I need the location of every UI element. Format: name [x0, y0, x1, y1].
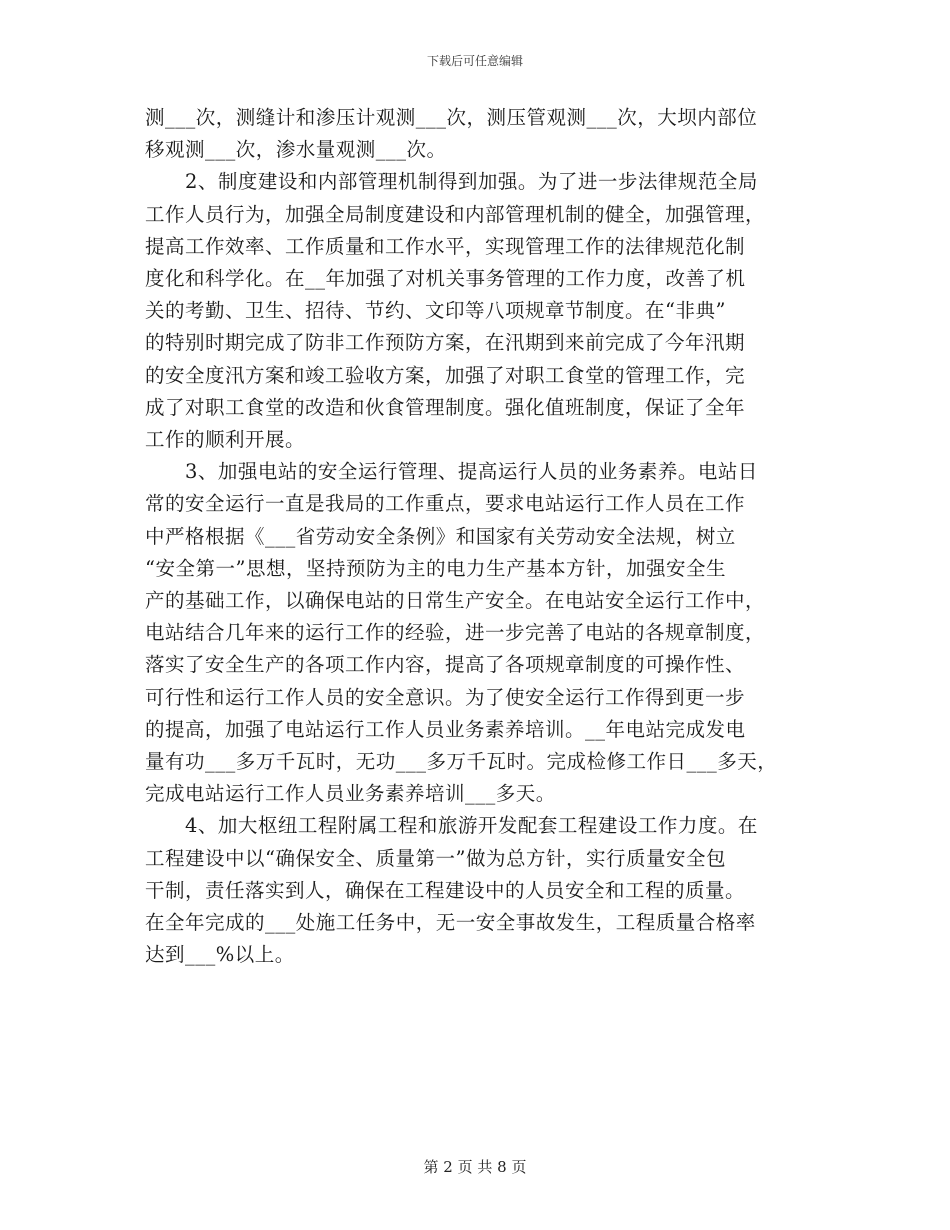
paragraph-line: 产的基础工作，以确保电站的日常生产安全。在电站安全运行工作中，: [145, 589, 766, 613]
paragraph-line: 完成电站运行工作人员业务素养培训___多天。: [145, 782, 556, 806]
paragraph-line: 提高工作效率、工作质量和工作水平，实现管理工作的法律规范化制: [145, 234, 746, 258]
paragraph-line: 常的安全运行一直是我局的工作重点，要求电站运行工作人员在工作: [145, 492, 746, 516]
page-header: 下载后可任意编辑: [426, 54, 523, 68]
paragraph-line: 测___次，测缝计和渗压计观测___次，测压管观测___次，大坝内部位: [145, 106, 758, 129]
paragraph-line: 关的考勤、卫生、招待、节约、文印等八项规章节制度。在“非典”: [145, 299, 726, 323]
paragraph-line: 的特别时期完成了防非工作预防方案，在汛期到来前完成了今年汛期: [145, 331, 746, 355]
paragraph-3: [145, 456, 813, 810]
paragraph-line: 度化和科学化。在__年加强了对机关事务管理的工作力度，改善了机: [145, 267, 746, 291]
paragraph-2: [145, 166, 813, 456]
paragraph-line: 的安全度汛方案和竣工验收方案，加强了对职工食堂的管理工作，完: [145, 363, 746, 387]
page-footer: 第 2 页 共 8 页: [423, 1158, 527, 1176]
paragraph-line: “安全第一”思想，坚持预防为主的电力生产基本方针，加强安全生: [145, 556, 726, 580]
paragraph-line: 电站结合几年来的运行工作的经验，进一步完善了电站的各规章制度，: [145, 621, 766, 645]
paragraph-line: 移观测___次，渗水量观测___次。: [145, 138, 447, 162]
paragraph-line: 在全年完成的___处施工任务中，无一安全事故发生，工程质量合格率: [145, 911, 756, 935]
paragraph-line: 成了对职工食堂的改造和伙食管理制度。强化值班制度，保证了全年: [145, 395, 746, 419]
paragraph-line: 可行性和运行工作人员的安全意识。为了使安全运行工作得到更一步: [145, 685, 746, 709]
document-body: [145, 102, 813, 971]
paragraph-line: 量有功___多万千瓦时，无功___多万千瓦时。完成检修工作日___多天，: [145, 750, 778, 774]
paragraph-line: 4、加大枢纽工程附属工程和旅游开发配套工程建设工作力度。在: [185, 814, 758, 838]
paragraph-line: 2、制度建设和内部管理机制得到加强。为了进一步法律规范全局: [185, 170, 758, 194]
paragraph-line: 的提高，加强了电站运行工作人员业务素养培训。__年电站完成发电: [145, 717, 746, 741]
paragraph-line: 达到___%以上。: [145, 943, 295, 967]
paragraph-1: [145, 102, 813, 166]
paragraph-line: 工程建设中以“确保安全、质量第一”做为总方针，实行质量安全包: [145, 846, 726, 870]
paragraph-line: 工作人员行为，加强全局制度建设和内部管理机制的健全，加强管理，: [145, 202, 766, 226]
paragraph-line: 工作的顺利开展。: [145, 428, 306, 452]
paragraph-line: 干制，责任落实到人，确保在工程建设中的人员安全和工程的质量。: [145, 878, 746, 902]
paragraph-line: 落实了安全生产的各项工作内容，提高了各项规章制度的可操作性、: [145, 653, 746, 677]
paragraph-4: [145, 810, 813, 971]
paragraph-line: 中严格根据《___省劳动安全条例》和国家有关劳动安全法规，树立: [145, 524, 736, 548]
paragraph-line: 3、加强电站的安全运行管理、提高运行人员的业务素养。电站日: [185, 460, 758, 484]
